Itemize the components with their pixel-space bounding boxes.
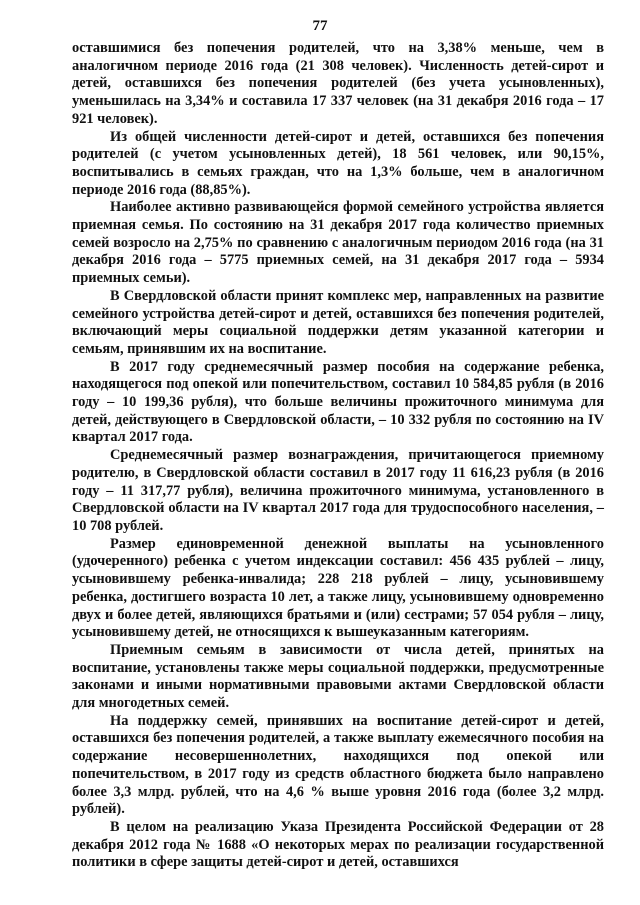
document-body	[72, 40, 604, 872]
paragraph: Приемным семьям в зависимости от числа детей, принятых на воспитание, установлены также меры социальной поддержки, предусмотренные законами и иными нормативными правовыми актами Свердловской области для многодетных семей.	[72, 641, 604, 712]
page-number: 77	[312, 18, 328, 34]
paragraph: На поддержку семей, принявших на воспитание детей-сирот и детей, оставшихся без попечения родителей, а также выплату ежемесячного пособия на содержание несовершеннолетних, находящихся под опекой или попечительством, в 2017 году из средств областного бюджета было направлено более 3,3 млрд. рублей, что на 4,6 % выше уровня 2016 года (более 3,2 млрд. рублей).	[72, 712, 604, 818]
paragraph: В целом на реализацию Указа Президента Российской Федерации от 28 декабря 2012 года № 1688 «О некоторых мерах по реализации государственной политики в сфере защиты детей-сирот и детей, оставшихся	[72, 818, 604, 871]
paragraph: В 2017 году среднемесячный размер пособия на содержание ребенка, находящегося под опекой или попечительством, составил 10 584,85 рубля (в 2016 году – 10 199,36 рубля), что больше величины прожиточного минимума для детей, действующего в Свердловской области, – 10 332 рубля по состоянию на IV квартал 2017 года.	[72, 358, 604, 446]
paragraph: Размер единовременной денежной выплаты на усыновленного (удочеренного) ребенка с учетом индексации составил: 456 435 рублей – лицу, усыновившему ребенка-инвалида; 228 218 рублей – лицу, усыновившему ребенка, достигшего возраста 10 лет, а также лицу, усыновившему одновременно двух и более детей, являющихся братьями и (или) сестрами; 57 054 рубля – лицу, усыновившему детей, не относящихся к вышеуказанным категориям.	[72, 535, 604, 641]
paragraph: Из общей численности детей-сирот и детей, оставшихся без попечения родителей (с учетом усыновленных детей), 18 561 человек, или 90,15%, воспитывались в семьях граждан, что на 1,3% больше, чем в аналогичном периоде 2016 года (88,85%).	[72, 128, 604, 198]
paragraph-continuation: оставшимися без попечения родителей, что на 3,38% меньше, чем в аналогичном периоде 2016 года (21 308 человек). Численность детей-сирот и детей, оставшихся без попечения родителей (без учета усыновленных), уменьшилась на 3,34% и составила 17 337 человек (на 31 декабря 2016 года – 17 921 человек).	[72, 40, 604, 127]
paragraph: Среднемесячный размер вознаграждения, причитающегося приемному родителю, в Свердловской области составил в 2017 году 11 616,23 рубля (в 2016 году – 11 317,77 рубля), величина прожиточного минимума, установленного в Свердловской области на IV квартал 2017 года для трудоспособного населения, – 10 708 рублей.	[72, 447, 604, 534]
paragraph: В Свердловской области принят комплекс мер, направленных на развитие семейного устройства детей-сирот и детей, оставшихся без попечения родителей, включающий меры социальной поддержки детям указанной категории и семьям, принявшим их на воспитание.	[72, 287, 604, 357]
paragraph: Наиболее активно развивающейся формой семейного устройства является приемная семья. По состоянию на 31 декабря 2017 года количество приемных семей возросло на 2,75% по сравнению с аналогичным периодом 2016 года (на 31 декабря 2016 года – 5775 приемных семей, на 31 декабря 2017 года – 5934 приемных семьи).	[72, 199, 604, 287]
